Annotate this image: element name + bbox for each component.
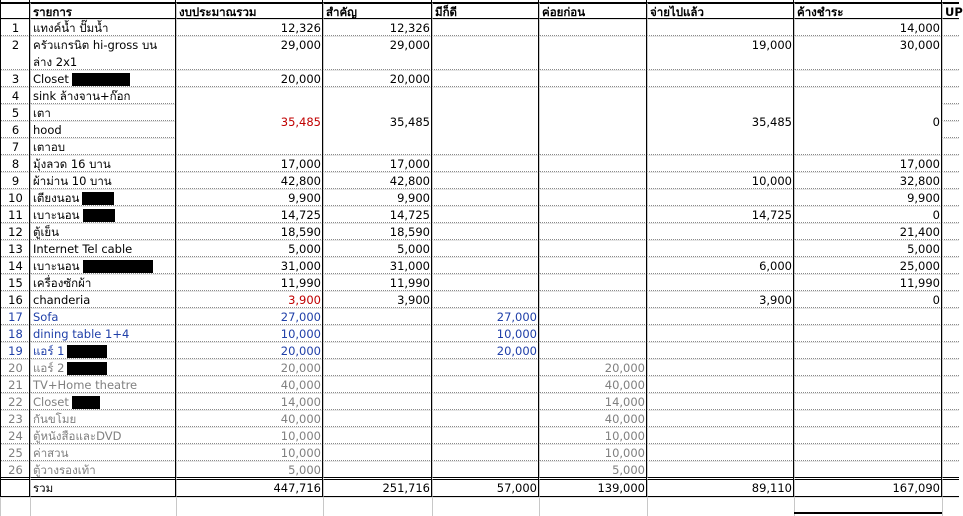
cell-row-index[interactable]: 2 <box>0 36 30 70</box>
item-label: แอร์ 1 <box>33 344 65 358</box>
column-border <box>322 0 323 497</box>
cell-row-index[interactable]: 12 <box>0 223 30 240</box>
cell-outstanding[interactable]: 32,800 <box>794 172 942 189</box>
cell-item[interactable] <box>30 36 176 70</box>
cell-row-index[interactable]: 3 <box>0 70 30 87</box>
redaction-block <box>83 260 153 273</box>
cell-row-index[interactable]: 22 <box>0 393 30 410</box>
cell-extra[interactable] <box>942 189 959 206</box>
cell-item[interactable] <box>30 189 176 206</box>
cell-later[interactable] <box>539 257 647 274</box>
cell-total-budget[interactable]: 27,000 <box>176 308 323 325</box>
cell-later[interactable]: 14,000 <box>539 393 647 410</box>
cell-item[interactable] <box>30 19 176 36</box>
cell-extra[interactable] <box>942 444 959 461</box>
cell-row-index[interactable]: 7 <box>0 138 30 155</box>
empty-cell[interactable] <box>176 497 323 516</box>
cell-later[interactable] <box>539 189 647 206</box>
cell-total-budget[interactable]: 11,990 <box>176 274 323 291</box>
empty-cell[interactable] <box>323 497 432 516</box>
cell-extra[interactable] <box>942 70 959 87</box>
cell-row-index[interactable]: 25 <box>0 444 30 461</box>
total-important[interactable]: 251,716 <box>323 479 432 497</box>
item-label: Sofa <box>33 310 59 324</box>
cell-later[interactable]: 10,000 <box>539 444 647 461</box>
cell-item[interactable] <box>30 121 176 138</box>
cell-important[interactable] <box>323 325 432 342</box>
cell-outstanding[interactable]: 9,900 <box>794 189 942 206</box>
cell-row-index[interactable]: 1 <box>0 19 30 36</box>
total-item[interactable]: รวม <box>30 479 176 497</box>
cell-nice-to-have[interactable]: 10,000 <box>432 325 539 342</box>
cell-later[interactable] <box>539 308 647 325</box>
cell-paid[interactable]: 35,485 <box>647 87 794 155</box>
cell-outstanding[interactable]: 25,000 <box>794 257 942 274</box>
column-border <box>175 0 176 497</box>
redaction-block <box>67 345 107 358</box>
total-total-budget[interactable]: 447,716 <box>176 479 323 497</box>
cell-nice-to-have[interactable] <box>432 155 539 172</box>
column-header-item[interactable]: รายการ <box>30 2 176 19</box>
item-label: ครัวแกรนิต hi-gross บน ล่าง 2x1 <box>33 38 158 69</box>
cell-nice-to-have[interactable] <box>432 274 539 291</box>
cell-nice-to-have[interactable] <box>432 189 539 206</box>
cell-nice-to-have[interactable] <box>432 36 539 70</box>
cell-important[interactable] <box>323 342 432 359</box>
cell-total-budget[interactable]: 3,900 <box>176 291 323 308</box>
cell-nice-to-have[interactable] <box>432 87 539 155</box>
cell-row-index[interactable]: 26 <box>0 461 30 478</box>
cell-outstanding[interactable] <box>794 461 942 478</box>
cell-total-budget[interactable]: 5,000 <box>176 240 323 257</box>
cell-total-budget[interactable]: 10,000 <box>176 427 323 444</box>
cell-item[interactable] <box>30 444 176 461</box>
cell-row-index[interactable]: 14 <box>0 257 30 274</box>
cell-important[interactable] <box>323 308 432 325</box>
cell-paid[interactable] <box>647 461 794 478</box>
cell-later[interactable] <box>539 36 647 70</box>
cell-item[interactable] <box>30 291 176 308</box>
cell-total-budget[interactable]: 40,000 <box>176 410 323 427</box>
item-label: ตู้หนังสือและDVD <box>33 429 122 443</box>
empty-cell[interactable] <box>0 497 30 516</box>
column-header-total-budget[interactable]: งบประมาณรวม <box>176 2 323 19</box>
cell-later[interactable] <box>539 172 647 189</box>
cell-outstanding[interactable]: 30,000 <box>794 36 942 70</box>
cell-outstanding[interactable]: 0 <box>794 206 942 223</box>
item-label: มุ้งลวด 16 บาน <box>33 157 111 171</box>
cell-nice-to-have[interactable]: 20,000 <box>432 342 539 359</box>
cell-extra[interactable] <box>942 342 959 359</box>
cell-nice-to-have[interactable] <box>432 206 539 223</box>
cell-outstanding[interactable]: 0 <box>794 291 942 308</box>
cell-nice-to-have[interactable] <box>432 172 539 189</box>
cell-paid[interactable] <box>647 359 794 376</box>
cell-total-budget[interactable]: 10,000 <box>176 325 323 342</box>
cell-important[interactable] <box>323 376 432 393</box>
cell-item[interactable] <box>30 104 176 121</box>
cell-nice-to-have[interactable] <box>432 376 539 393</box>
cell-paid[interactable]: 6,000 <box>647 257 794 274</box>
cell-total-budget[interactable]: 35,485 <box>176 87 323 155</box>
cell-extra[interactable] <box>942 138 959 155</box>
cell-later[interactable] <box>539 342 647 359</box>
cell-item[interactable] <box>30 70 176 87</box>
cell-row-index[interactable]: 10 <box>0 189 30 206</box>
cell-later[interactable]: 20,000 <box>539 359 647 376</box>
cell-row-index[interactable]: 21 <box>0 376 30 393</box>
cell-extra[interactable] <box>942 461 959 478</box>
cell-outstanding[interactable]: 5,000 <box>794 240 942 257</box>
cell-total-budget[interactable]: 5,000 <box>176 461 323 478</box>
empty-cell[interactable] <box>647 497 794 516</box>
cell-later[interactable]: 10,000 <box>539 427 647 444</box>
cell-extra[interactable] <box>942 376 959 393</box>
cell-total-budget[interactable]: 12,326 <box>176 19 323 36</box>
cell-extra[interactable] <box>942 393 959 410</box>
cell-important[interactable]: 9,900 <box>323 189 432 206</box>
cell-total-budget[interactable]: 10,000 <box>176 444 323 461</box>
total-nice-to-have[interactable]: 57,000 <box>432 479 539 497</box>
cell-row-index[interactable]: 13 <box>0 240 30 257</box>
cell-row-index[interactable]: 24 <box>0 427 30 444</box>
cell-row-index[interactable]: 4 <box>0 87 30 104</box>
cell-later[interactable] <box>539 87 647 155</box>
column-border <box>941 0 942 497</box>
cell-nice-to-have[interactable] <box>432 19 539 36</box>
cell-later[interactable] <box>539 291 647 308</box>
total-outstanding[interactable]: 167,090 <box>794 479 942 497</box>
item-label: hood <box>33 123 62 137</box>
cell-paid[interactable]: 14,725 <box>647 206 794 223</box>
cell-important[interactable] <box>323 461 432 478</box>
column-border <box>646 0 647 497</box>
cell-important[interactable] <box>323 393 432 410</box>
cell-total-budget[interactable]: 18,590 <box>176 223 323 240</box>
cell-item[interactable] <box>30 240 176 257</box>
item-label: TV+Home theatre <box>33 378 138 392</box>
cell-outstanding[interactable]: 21,400 <box>794 223 942 240</box>
cell-item[interactable] <box>30 461 176 478</box>
cell-row-index[interactable]: 5 <box>0 104 30 121</box>
cell-item[interactable] <box>30 155 176 172</box>
cell-extra[interactable] <box>942 410 959 427</box>
cell-paid[interactable] <box>647 308 794 325</box>
total-row-index[interactable] <box>0 479 30 497</box>
cell-outstanding[interactable] <box>794 410 942 427</box>
cell-important[interactable]: 31,000 <box>323 257 432 274</box>
cell-row-index[interactable]: 18 <box>0 325 30 342</box>
cell-item[interactable] <box>30 342 176 359</box>
cell-paid[interactable] <box>647 444 794 461</box>
cell-item[interactable] <box>30 274 176 291</box>
cell-paid[interactable] <box>647 393 794 410</box>
item-label: เตาอบ <box>33 140 66 154</box>
cell-outstanding[interactable] <box>794 376 942 393</box>
cell-item[interactable] <box>30 206 176 223</box>
cell-nice-to-have[interactable] <box>432 444 539 461</box>
cell-total-budget[interactable]: 42,800 <box>176 172 323 189</box>
item-label: ตู้วางรองเท้า <box>33 463 96 477</box>
cell-later[interactable] <box>539 206 647 223</box>
item-label: ผ้าม่าน 10 บาน <box>33 174 112 188</box>
cell-item[interactable] <box>30 410 176 427</box>
cell-item[interactable] <box>30 223 176 240</box>
cell-total-budget[interactable]: 20,000 <box>176 342 323 359</box>
cell-nice-to-have[interactable] <box>432 393 539 410</box>
cell-important[interactable]: 17,000 <box>323 155 432 172</box>
cell-nice-to-have[interactable] <box>432 359 539 376</box>
cell-extra[interactable] <box>942 19 959 36</box>
empty-cell[interactable] <box>30 497 176 516</box>
cell-paid[interactable] <box>647 427 794 444</box>
column-border <box>29 0 30 497</box>
cell-important[interactable] <box>323 410 432 427</box>
total-extra[interactable] <box>942 479 959 497</box>
cell-row-index[interactable]: 17 <box>0 308 30 325</box>
cell-total-budget[interactable]: 29,000 <box>176 36 323 70</box>
cell-extra[interactable] <box>942 427 959 444</box>
item-label: ตู้เย็น <box>33 225 59 239</box>
cell-paid[interactable] <box>647 376 794 393</box>
cell-later[interactable]: 5,000 <box>539 461 647 478</box>
cell-total-budget[interactable]: 9,900 <box>176 189 323 206</box>
cell-nice-to-have[interactable] <box>432 461 539 478</box>
cell-later[interactable] <box>539 155 647 172</box>
cell-outstanding[interactable] <box>794 308 942 325</box>
cell-paid[interactable] <box>647 240 794 257</box>
cell-row-index[interactable]: 15 <box>0 274 30 291</box>
cell-outstanding[interactable]: 17,000 <box>794 155 942 172</box>
cell-nice-to-have[interactable] <box>432 70 539 87</box>
cell-outstanding[interactable]: 14,000 <box>794 19 942 36</box>
cell-important[interactable]: 20,000 <box>323 70 432 87</box>
item-label: dining table 1+4 <box>33 327 130 341</box>
cell-paid[interactable] <box>647 189 794 206</box>
bottom-border <box>794 512 942 514</box>
cell-outstanding[interactable] <box>794 70 942 87</box>
cell-later[interactable] <box>539 223 647 240</box>
cell-important[interactable] <box>323 359 432 376</box>
cell-extra[interactable] <box>942 121 959 138</box>
total-paid[interactable]: 89,110 <box>647 479 794 497</box>
cell-later[interactable]: 40,000 <box>539 376 647 393</box>
cell-nice-to-have[interactable] <box>432 223 539 240</box>
cell-paid[interactable] <box>647 155 794 172</box>
cell-paid[interactable] <box>647 410 794 427</box>
cell-item[interactable] <box>30 87 176 104</box>
cell-item[interactable] <box>30 257 176 274</box>
cell-outstanding[interactable] <box>794 393 942 410</box>
column-header-row-index[interactable] <box>0 2 30 19</box>
cell-item[interactable] <box>30 138 176 155</box>
item-label: เครื่องซักผ้า <box>33 276 92 290</box>
cell-nice-to-have[interactable] <box>432 410 539 427</box>
item-label: ค่าสวน <box>33 446 69 460</box>
cell-total-budget[interactable]: 40,000 <box>176 376 323 393</box>
cell-important[interactable]: 14,725 <box>323 206 432 223</box>
item-label: sink ล้างจาน+ก๊อก <box>33 89 131 103</box>
cell-important[interactable]: 12,326 <box>323 19 432 36</box>
cell-important[interactable]: 3,900 <box>323 291 432 308</box>
cell-important[interactable] <box>323 444 432 461</box>
item-label: กันขโมย <box>33 412 77 426</box>
empty-cell[interactable] <box>942 497 959 516</box>
cell-paid[interactable]: 10,000 <box>647 172 794 189</box>
column-header-later[interactable]: ค่อยก่อน <box>539 2 647 19</box>
cell-extra[interactable] <box>942 291 959 308</box>
cell-extra[interactable] <box>942 257 959 274</box>
cell-row-index[interactable]: 23 <box>0 410 30 427</box>
cell-important[interactable]: 5,000 <box>323 240 432 257</box>
item-label: แทงค์น้ำ ปั๊มน้ำ <box>33 21 109 35</box>
cell-extra[interactable] <box>942 240 959 257</box>
total-later[interactable]: 139,000 <box>539 479 647 497</box>
item-label: Closet <box>33 72 69 86</box>
cell-paid[interactable] <box>647 342 794 359</box>
cell-total-budget[interactable]: 14,725 <box>176 206 323 223</box>
cell-item[interactable] <box>30 427 176 444</box>
item-label: chanderia <box>33 293 91 307</box>
cell-nice-to-have[interactable]: 27,000 <box>432 308 539 325</box>
cell-later[interactable] <box>539 70 647 87</box>
redaction-block <box>67 362 107 375</box>
cell-extra[interactable] <box>942 36 959 70</box>
redaction-block <box>72 396 100 409</box>
cell-paid[interactable] <box>647 325 794 342</box>
column-header-nice-to-have[interactable]: มีก็ดี <box>432 2 539 19</box>
cell-nice-to-have[interactable] <box>432 427 539 444</box>
cell-later[interactable] <box>539 240 647 257</box>
cell-extra[interactable] <box>942 359 959 376</box>
column-header-extra[interactable]: UP <box>942 2 959 19</box>
column-header-paid[interactable]: จ่ายไปแล้ว <box>647 2 794 19</box>
item-label: แอร์ 2 <box>33 361 65 375</box>
cell-paid[interactable]: 3,900 <box>647 291 794 308</box>
item-label: เตียงนอน <box>33 191 80 205</box>
cell-paid[interactable] <box>647 274 794 291</box>
cell-outstanding[interactable]: 11,990 <box>794 274 942 291</box>
cell-paid[interactable]: 19,000 <box>647 36 794 70</box>
cell-paid[interactable] <box>647 223 794 240</box>
cell-total-budget[interactable]: 20,000 <box>176 70 323 87</box>
cell-extra[interactable] <box>942 223 959 240</box>
cell-extra[interactable] <box>942 104 959 121</box>
item-label: เบาะนอน <box>33 208 80 222</box>
cell-item[interactable] <box>30 393 176 410</box>
cell-total-budget[interactable]: 17,000 <box>176 155 323 172</box>
cell-paid[interactable] <box>647 19 794 36</box>
cell-outstanding[interactable] <box>794 342 942 359</box>
cell-total-budget[interactable]: 31,000 <box>176 257 323 274</box>
column-border <box>431 0 432 497</box>
cell-outstanding[interactable] <box>794 444 942 461</box>
cell-item[interactable] <box>30 359 176 376</box>
cell-extra[interactable] <box>942 274 959 291</box>
empty-cell[interactable] <box>539 497 647 516</box>
item-label: Internet Tel cable <box>33 242 133 256</box>
empty-cell[interactable] <box>432 497 539 516</box>
cell-outstanding[interactable] <box>794 359 942 376</box>
cell-row-index[interactable]: 9 <box>0 172 30 189</box>
cell-important[interactable]: 35,485 <box>323 87 432 155</box>
cell-row-index[interactable]: 20 <box>0 359 30 376</box>
cell-item[interactable] <box>30 172 176 189</box>
cell-total-budget[interactable]: 20,000 <box>176 359 323 376</box>
column-border <box>793 0 794 497</box>
cell-item[interactable] <box>30 325 176 342</box>
cell-total-budget[interactable]: 14,000 <box>176 393 323 410</box>
cell-outstanding[interactable] <box>794 325 942 342</box>
cell-row-index[interactable]: 19 <box>0 342 30 359</box>
cell-important[interactable]: 11,990 <box>323 274 432 291</box>
cell-important[interactable]: 18,590 <box>323 223 432 240</box>
cell-extra[interactable] <box>942 172 959 189</box>
cell-extra[interactable] <box>942 87 959 104</box>
cell-row-index[interactable]: 8 <box>0 155 30 172</box>
cell-extra[interactable] <box>942 308 959 325</box>
cell-later[interactable] <box>539 274 647 291</box>
cell-later[interactable]: 40,000 <box>539 410 647 427</box>
cell-paid[interactable] <box>647 70 794 87</box>
cell-extra[interactable] <box>942 206 959 223</box>
item-label: Closet <box>33 395 69 409</box>
redaction-block <box>72 73 130 86</box>
item-label: เตา <box>33 106 51 120</box>
cell-important[interactable]: 42,800 <box>323 172 432 189</box>
cell-important[interactable]: 29,000 <box>323 36 432 70</box>
cell-later[interactable] <box>539 325 647 342</box>
cell-nice-to-have[interactable] <box>432 257 539 274</box>
cell-outstanding[interactable] <box>794 427 942 444</box>
redaction-block <box>83 209 115 222</box>
cell-item[interactable] <box>30 308 176 325</box>
cell-extra[interactable] <box>942 155 959 172</box>
column-header-important[interactable]: สำคัญ <box>323 2 432 19</box>
cell-row-index[interactable]: 11 <box>0 206 30 223</box>
cell-later[interactable] <box>539 19 647 36</box>
cell-nice-to-have[interactable] <box>432 240 539 257</box>
column-border <box>0 0 1 497</box>
cell-extra[interactable] <box>942 325 959 342</box>
column-border <box>538 0 539 497</box>
column-header-outstanding[interactable]: ค้างชำระ <box>794 2 942 19</box>
item-label: เบาะนอน <box>33 259 80 273</box>
redaction-block <box>82 192 114 205</box>
cell-row-index[interactable]: 16 <box>0 291 30 308</box>
cell-row-index[interactable]: 6 <box>0 121 30 138</box>
cell-item[interactable] <box>30 376 176 393</box>
cell-important[interactable] <box>323 427 432 444</box>
cell-outstanding[interactable]: 0 <box>794 87 942 155</box>
cell-nice-to-have[interactable] <box>432 291 539 308</box>
